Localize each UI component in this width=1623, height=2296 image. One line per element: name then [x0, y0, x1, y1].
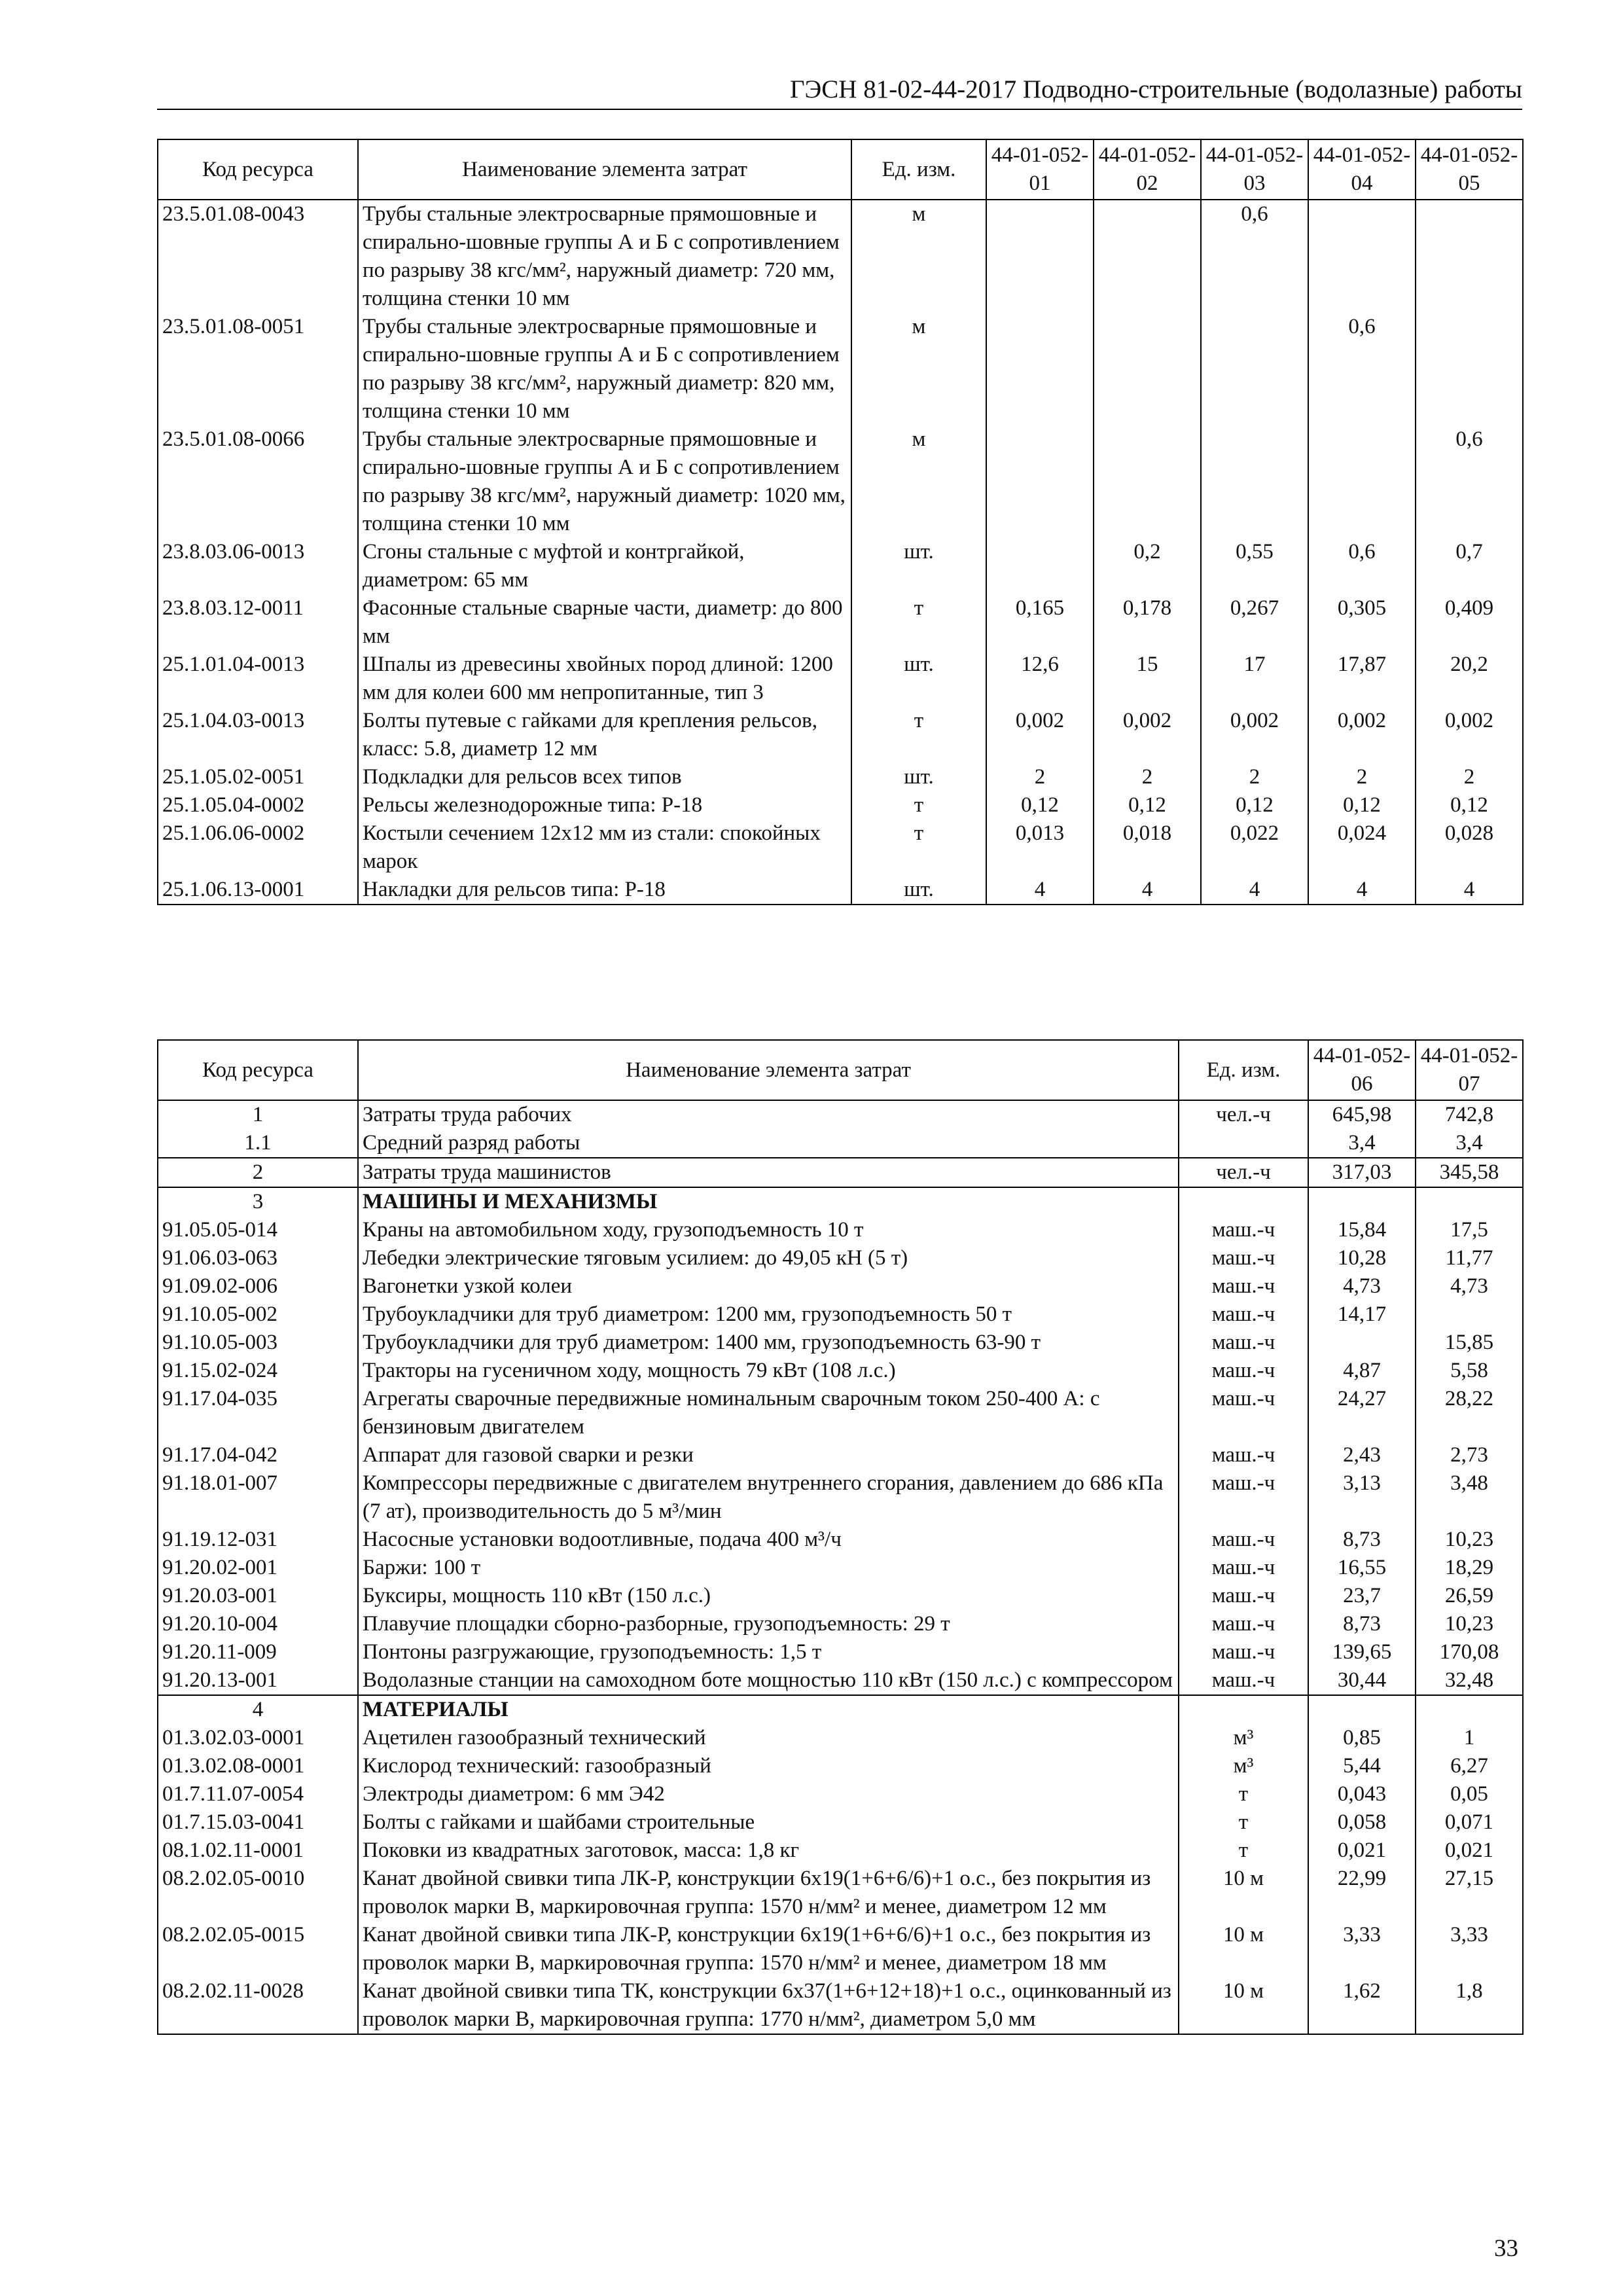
- value-cell: 22,99: [1308, 1865, 1416, 1921]
- table-row: [158, 1724, 1523, 1752]
- unit: маш.-ч: [1179, 1526, 1308, 1554]
- value-cell: 2: [1416, 763, 1523, 791]
- value-cell: [986, 200, 1094, 313]
- resource-code: 91.20.02-001: [158, 1554, 358, 1582]
- table-row: [158, 1441, 1523, 1469]
- resource-code: 91.20.13-001: [158, 1666, 358, 1695]
- column-header: 44-01-052-02: [1094, 139, 1201, 200]
- unit: маш.-ч: [1179, 1582, 1308, 1610]
- column-header: 44-01-052-07: [1416, 1040, 1523, 1100]
- value-cell: 4: [1094, 876, 1201, 905]
- resource-table-1: [157, 139, 1524, 905]
- value-cell: 4: [1308, 876, 1416, 905]
- value-cell: 28,22: [1416, 1385, 1523, 1441]
- value-cell: 0,178: [1094, 594, 1201, 651]
- page-header: [157, 73, 1522, 110]
- value-cell: 10,23: [1416, 1610, 1523, 1638]
- resource-code: 4: [158, 1695, 358, 1724]
- resource-code: 01.3.02.03-0001: [158, 1724, 358, 1752]
- value-cell: 3,4: [1308, 1129, 1416, 1158]
- cost-element-name: Ацетилен газообразный технический: [358, 1724, 1179, 1752]
- resource-code: 91.17.04-042: [158, 1441, 358, 1469]
- resource-code: 08.2.02.11-0028: [158, 1977, 358, 2034]
- unit: м: [851, 313, 986, 425]
- unit: шт.: [851, 538, 986, 594]
- value-cell: 0,018: [1094, 819, 1201, 876]
- cost-element-name: Болты путевые с гайками для крепления рельсов, класс: 5.8, диаметр 12 мм: [358, 707, 851, 763]
- table-row: [158, 200, 1523, 313]
- cost-element-name: Болты с гайками и шайбами строительные: [358, 1808, 1179, 1837]
- cost-element-name: Канат двойной свивки типа ТК, конструкции 6х37(1+6+12+18)+1 о.с., оцинкованный из проволок марки В, маркировочная группа: 1770 н/мм², диаметром 5,0 мм: [358, 1977, 1179, 2034]
- cost-element-name: Сгоны стальные с муфтой и контргайкой, диаметром: 65 мм: [358, 538, 851, 594]
- value-cell: 2: [986, 763, 1094, 791]
- value-cell: 2: [1201, 763, 1308, 791]
- resource-code: 01.7.11.07-0054: [158, 1780, 358, 1808]
- table-row: [158, 651, 1523, 707]
- value-cell: [1416, 1187, 1523, 1216]
- value-cell: 0,013: [986, 819, 1094, 876]
- table-row: [158, 707, 1523, 763]
- cost-element-name: Канат двойной свивки типа ЛК-Р, конструкции 6х19(1+6+6/6)+1 о.с., без покрытия из проволок марки В, маркировочная группа: 1570 н/мм² и менее, диаметром 18 мм: [358, 1921, 1179, 1977]
- column-header: 44-01-052-01: [986, 139, 1094, 200]
- unit: маш.-ч: [1179, 1329, 1308, 1357]
- resource-code: 91.10.05-003: [158, 1329, 358, 1357]
- cost-element-name: Канат двойной свивки типа ЛК-Р, конструкции 6х19(1+6+6/6)+1 о.с., без покрытия из проволок марки В, маркировочная группа: 1570 н/мм² и менее, диаметром 12 мм: [358, 1865, 1179, 1921]
- unit: маш.-ч: [1179, 1638, 1308, 1666]
- unit: маш.-ч: [1179, 1469, 1308, 1526]
- value-cell: 0,305: [1308, 594, 1416, 651]
- document-title: ГЭСН 81-02-44-2017 Подводно-строительные (водолазные) работы: [789, 75, 1522, 103]
- value-cell: [1416, 1695, 1523, 1724]
- cost-element-name: Костыли сечением 12х12 мм из стали: спокойных марок: [358, 819, 851, 876]
- value-cell: 0,12: [1094, 791, 1201, 819]
- cost-element-name: Трубы стальные электросварные прямошовные и спирально-шовные группы А и Б с сопротивлением по разрыву 38 кгс/мм², наружный диаметр: 1020 мм, толщина стенки 10 мм: [358, 425, 851, 538]
- resource-code: 25.1.05.04-0002: [158, 791, 358, 819]
- value-cell: [1094, 313, 1201, 425]
- column-header: 44-01-052-04: [1308, 139, 1416, 200]
- cost-element-name: МАТЕРИАЛЫ: [358, 1695, 1179, 1724]
- table-row: [158, 1921, 1523, 1977]
- resource-table-2: [157, 1039, 1524, 2035]
- table-row: [158, 1469, 1523, 1526]
- value-cell: 0,267: [1201, 594, 1308, 651]
- resource-code: 1.1: [158, 1129, 358, 1158]
- value-cell: 0,2: [1094, 538, 1201, 594]
- resource-code: 23.8.03.06-0013: [158, 538, 358, 594]
- table-row: [158, 1385, 1523, 1441]
- value-cell: 0,002: [986, 707, 1094, 763]
- table-row: [158, 1272, 1523, 1300]
- value-cell: 16,55: [1308, 1554, 1416, 1582]
- cost-element-name: Баржи: 100 т: [358, 1554, 1179, 1582]
- table-row: [158, 538, 1523, 594]
- table-row: [158, 1158, 1523, 1187]
- cost-element-name: Накладки для рельсов типа: Р-18: [358, 876, 851, 905]
- cost-element-name: Трубоукладчики для труб диаметром: 1400 мм, грузоподъемность 63-90 т: [358, 1329, 1179, 1357]
- resource-code: 23.5.01.08-0066: [158, 425, 358, 538]
- cost-element-name: Вагонетки узкой колеи: [358, 1272, 1179, 1300]
- column-header: 44-01-052-05: [1416, 139, 1523, 200]
- value-cell: 17,5: [1416, 1216, 1523, 1244]
- resource-code: 25.1.05.02-0051: [158, 763, 358, 791]
- value-cell: [1201, 425, 1308, 538]
- resource-code: 25.1.01.04-0013: [158, 651, 358, 707]
- resource-code: 2: [158, 1158, 358, 1187]
- value-cell: 4: [1201, 876, 1308, 905]
- table-row: [158, 1638, 1523, 1666]
- value-cell: 18,29: [1416, 1554, 1523, 1582]
- resource-code: 91.18.01-007: [158, 1469, 358, 1526]
- cost-element-name: Насосные установки водоотливные, подача 400 м³/ч: [358, 1526, 1179, 1554]
- unit: м: [851, 425, 986, 538]
- value-cell: 27,15: [1416, 1865, 1523, 1921]
- value-cell: 645,98: [1308, 1100, 1416, 1129]
- table-row: [158, 1526, 1523, 1554]
- value-cell: 2,73: [1416, 1441, 1523, 1469]
- table-row: [158, 791, 1523, 819]
- unit: шт.: [851, 876, 986, 905]
- value-cell: [1094, 200, 1201, 313]
- unit: маш.-ч: [1179, 1554, 1308, 1582]
- unit: маш.-ч: [1179, 1300, 1308, 1329]
- value-cell: 12,6: [986, 651, 1094, 707]
- value-cell: 0,058: [1308, 1808, 1416, 1837]
- value-cell: 0,6: [1308, 313, 1416, 425]
- unit: маш.-ч: [1179, 1272, 1308, 1300]
- value-cell: 0,028: [1416, 819, 1523, 876]
- cost-element-name: Подкладки для рельсов всех типов: [358, 763, 851, 791]
- value-cell: 11,77: [1416, 1244, 1523, 1272]
- value-cell: 139,65: [1308, 1638, 1416, 1666]
- cost-element-name: Шпалы из древесины хвойных пород длиной: 1200 мм для колеи 600 мм непропитанные, тип 3: [358, 651, 851, 707]
- column-header: 44-01-052-03: [1201, 139, 1308, 200]
- unit: маш.-ч: [1179, 1385, 1308, 1441]
- value-cell: 23,7: [1308, 1582, 1416, 1610]
- column-header: Ед. изм.: [1179, 1040, 1308, 1100]
- unit: м³: [1179, 1752, 1308, 1780]
- resource-code: 25.1.04.03-0013: [158, 707, 358, 763]
- table-row: [158, 1865, 1523, 1921]
- resource-code: 91.10.05-002: [158, 1300, 358, 1329]
- value-cell: [1308, 1187, 1416, 1216]
- value-cell: 2: [1308, 763, 1416, 791]
- cost-element-name: Краны на автомобильном ходу, грузоподъемность 10 т: [358, 1216, 1179, 1244]
- value-cell: 3,33: [1308, 1921, 1416, 1977]
- table-row: [158, 1244, 1523, 1272]
- column-header: Код ресурса: [158, 139, 358, 200]
- cost-element-name: Тракторы на гусеничном ходу, мощность 79 кВт (108 л.с.): [358, 1357, 1179, 1385]
- table-row: [158, 1216, 1523, 1244]
- value-cell: 170,08: [1416, 1638, 1523, 1666]
- value-cell: 0,6: [1308, 538, 1416, 594]
- value-cell: 0,021: [1416, 1837, 1523, 1865]
- table-header-row: [158, 1040, 1523, 1100]
- value-cell: 0,165: [986, 594, 1094, 651]
- unit: чел.-ч: [1179, 1158, 1308, 1187]
- value-cell: 14,17: [1308, 1300, 1416, 1329]
- value-cell: 24,27: [1308, 1385, 1416, 1441]
- table-row: [158, 1977, 1523, 2034]
- value-cell: 0,12: [1201, 791, 1308, 819]
- table-row: [158, 1837, 1523, 1865]
- table-row: [158, 594, 1523, 651]
- value-cell: [1094, 425, 1201, 538]
- table-row: [158, 1329, 1523, 1357]
- unit: [1179, 1187, 1308, 1216]
- value-cell: 0,85: [1308, 1724, 1416, 1752]
- value-cell: [1416, 313, 1523, 425]
- table-row: [158, 1100, 1523, 1129]
- value-cell: 0,002: [1094, 707, 1201, 763]
- value-cell: 2,43: [1308, 1441, 1416, 1469]
- value-cell: [986, 313, 1094, 425]
- resource-code: 01.7.15.03-0041: [158, 1808, 358, 1837]
- column-header: 44-01-052-06: [1308, 1040, 1416, 1100]
- resource-code: 91.20.03-001: [158, 1582, 358, 1610]
- value-cell: [1308, 1329, 1416, 1357]
- table-row: [158, 819, 1523, 876]
- value-cell: [1308, 425, 1416, 538]
- value-cell: 0,6: [1416, 425, 1523, 538]
- value-cell: 4,73: [1308, 1272, 1416, 1300]
- value-cell: 0,7: [1416, 538, 1523, 594]
- unit: 10 м: [1179, 1865, 1308, 1921]
- cost-element-name: Средний разряд работы: [358, 1129, 1179, 1158]
- unit: т: [851, 707, 986, 763]
- unit: [1179, 1695, 1308, 1724]
- resource-code: 91.05.05-014: [158, 1216, 358, 1244]
- value-cell: 345,58: [1416, 1158, 1523, 1187]
- cost-element-name: Поковки из квадратных заготовок, масса: 1,8 кг: [358, 1837, 1179, 1865]
- value-cell: 15,85: [1416, 1329, 1523, 1357]
- value-cell: 1,62: [1308, 1977, 1416, 2034]
- unit: маш.-ч: [1179, 1216, 1308, 1244]
- table-row: [158, 1129, 1523, 1158]
- column-header: Код ресурса: [158, 1040, 358, 1100]
- cost-element-name: Кислород технический: газообразный: [358, 1752, 1179, 1780]
- value-cell: 2: [1094, 763, 1201, 791]
- unit: маш.-ч: [1179, 1441, 1308, 1469]
- value-cell: 4: [986, 876, 1094, 905]
- value-cell: 1,8: [1416, 1977, 1523, 2034]
- value-cell: 20,2: [1416, 651, 1523, 707]
- table-row: [158, 763, 1523, 791]
- value-cell: 0,409: [1416, 594, 1523, 651]
- table-row: [158, 1357, 1523, 1385]
- value-cell: 3,13: [1308, 1469, 1416, 1526]
- cost-element-name: Затраты труда рабочих: [358, 1100, 1179, 1129]
- value-cell: 0,12: [1308, 791, 1416, 819]
- unit: шт.: [851, 651, 986, 707]
- page-number: 33: [1494, 2235, 1518, 2262]
- value-cell: [1201, 313, 1308, 425]
- table-row: [158, 1610, 1523, 1638]
- cost-element-name: Водолазные станции на самоходном боте мощностью 110 кВт (150 л.с.) с компрессором: [358, 1666, 1179, 1695]
- unit: т: [1179, 1780, 1308, 1808]
- value-cell: 3,4: [1416, 1129, 1523, 1158]
- table-header-row: [158, 139, 1523, 200]
- value-cell: 6,27: [1416, 1752, 1523, 1780]
- resource-code: 08.2.02.05-0010: [158, 1865, 358, 1921]
- resource-code: 91.19.12-031: [158, 1526, 358, 1554]
- unit: 10 м: [1179, 1977, 1308, 2034]
- unit: шт.: [851, 763, 986, 791]
- unit: 10 м: [1179, 1921, 1308, 1977]
- value-cell: 0,043: [1308, 1780, 1416, 1808]
- unit: т: [851, 791, 986, 819]
- value-cell: 0,024: [1308, 819, 1416, 876]
- value-cell: 0,6: [1201, 200, 1308, 313]
- value-cell: 0,05: [1416, 1780, 1523, 1808]
- value-cell: [986, 538, 1094, 594]
- table-row: [158, 1780, 1523, 1808]
- value-cell: 3,48: [1416, 1469, 1523, 1526]
- value-cell: 0,071: [1416, 1808, 1523, 1837]
- cost-element-name: Трубы стальные электросварные прямошовные и спирально-шовные группы А и Б с сопротивлением по разрыву 38 кгс/мм², наружный диаметр: 720 мм, толщина стенки 10 мм: [358, 200, 851, 313]
- unit: [1179, 1129, 1308, 1158]
- cost-element-name: Агрегаты сварочные передвижные номинальным сварочным током 250-400 А: с бензиновым двигателем: [358, 1385, 1179, 1441]
- table-row: [158, 1187, 1523, 1216]
- unit: маш.-ч: [1179, 1357, 1308, 1385]
- table-row: [158, 1808, 1523, 1837]
- cost-element-name: Плавучие площадки сборно-разборные, грузоподъемность: 29 т: [358, 1610, 1179, 1638]
- value-cell: 742,8: [1416, 1100, 1523, 1129]
- value-cell: 0,12: [986, 791, 1094, 819]
- cost-element-name: Компрессоры передвижные с двигателем внутреннего сгорания, давлением до 686 кПа (7 ат), производительность до 5 м³/мин: [358, 1469, 1179, 1526]
- column-header: Наименование элемента затрат: [358, 1040, 1179, 1100]
- cost-element-name: Фасонные стальные сварные части, диаметр: до 800 мм: [358, 594, 851, 651]
- resource-code: 25.1.06.06-0002: [158, 819, 358, 876]
- table-row: [158, 1300, 1523, 1329]
- value-cell: 0,022: [1201, 819, 1308, 876]
- cost-element-name: Рельсы железнодорожные типа: Р-18: [358, 791, 851, 819]
- unit: т: [1179, 1808, 1308, 1837]
- value-cell: [1308, 1695, 1416, 1724]
- unit: т: [851, 594, 986, 651]
- value-cell: 17: [1201, 651, 1308, 707]
- unit: маш.-ч: [1179, 1244, 1308, 1272]
- resource-code: 91.15.02-024: [158, 1357, 358, 1385]
- value-cell: 32,48: [1416, 1666, 1523, 1695]
- value-cell: 10,28: [1308, 1244, 1416, 1272]
- value-cell: 1: [1416, 1724, 1523, 1752]
- resource-code: 91.20.10-004: [158, 1610, 358, 1638]
- resource-code: 08.2.02.05-0015: [158, 1921, 358, 1977]
- unit: чел.-ч: [1179, 1100, 1308, 1129]
- unit: маш.-ч: [1179, 1610, 1308, 1638]
- value-cell: 15: [1094, 651, 1201, 707]
- resource-code: 01.3.02.08-0001: [158, 1752, 358, 1780]
- cost-element-name: Аппарат для газовой сварки и резки: [358, 1441, 1179, 1469]
- table-row: [158, 876, 1523, 905]
- resource-code: 1: [158, 1100, 358, 1129]
- value-cell: [1416, 1300, 1523, 1329]
- column-header: Наименование элемента затрат: [358, 139, 851, 200]
- cost-element-name: Затраты труда машинистов: [358, 1158, 1179, 1187]
- cost-element-name: Трубы стальные электросварные прямошовные и спирально-шовные группы А и Б с сопротивлением по разрыву 38 кгс/мм², наружный диаметр: 820 мм, толщина стенки 10 мм: [358, 313, 851, 425]
- unit: маш.-ч: [1179, 1666, 1308, 1695]
- table-row: [158, 1582, 1523, 1610]
- resource-code: 91.06.03-063: [158, 1244, 358, 1272]
- value-cell: [1416, 200, 1523, 313]
- cost-element-name: Лебедки электрические тяговым усилием: до 49,05 кН (5 т): [358, 1244, 1179, 1272]
- value-cell: [1308, 200, 1416, 313]
- resource-code: 23.5.01.08-0043: [158, 200, 358, 313]
- resource-code: 91.09.02-006: [158, 1272, 358, 1300]
- resource-code: 23.8.03.12-0011: [158, 594, 358, 651]
- resource-code: 23.5.01.08-0051: [158, 313, 358, 425]
- table-row: [158, 1554, 1523, 1582]
- resource-code: 3: [158, 1187, 358, 1216]
- value-cell: [986, 425, 1094, 538]
- value-cell: 17,87: [1308, 651, 1416, 707]
- value-cell: 26,59: [1416, 1582, 1523, 1610]
- table-row: [158, 425, 1523, 538]
- table-row: [158, 1666, 1523, 1695]
- value-cell: 8,73: [1308, 1610, 1416, 1638]
- value-cell: 0,021: [1308, 1837, 1416, 1865]
- cost-element-name: МАШИНЫ И МЕХАНИЗМЫ: [358, 1187, 1179, 1216]
- resource-code: 91.17.04-035: [158, 1385, 358, 1441]
- value-cell: 0,002: [1308, 707, 1416, 763]
- cost-element-name: Буксиры, мощность 110 кВт (150 л.с.): [358, 1582, 1179, 1610]
- value-cell: 10,23: [1416, 1526, 1523, 1554]
- value-cell: 0,002: [1416, 707, 1523, 763]
- value-cell: 5,58: [1416, 1357, 1523, 1385]
- value-cell: 8,73: [1308, 1526, 1416, 1554]
- value-cell: 4,73: [1416, 1272, 1523, 1300]
- cost-element-name: Электроды диаметром: 6 мм Э42: [358, 1780, 1179, 1808]
- table-row: [158, 1695, 1523, 1724]
- value-cell: 0,55: [1201, 538, 1308, 594]
- column-header: Ед. изм.: [851, 139, 986, 200]
- unit: т: [1179, 1837, 1308, 1865]
- value-cell: 0,002: [1201, 707, 1308, 763]
- value-cell: 4: [1416, 876, 1523, 905]
- table-row: [158, 313, 1523, 425]
- value-cell: 15,84: [1308, 1216, 1416, 1244]
- value-cell: 4,87: [1308, 1357, 1416, 1385]
- resource-code: 08.1.02.11-0001: [158, 1837, 358, 1865]
- unit: м³: [1179, 1724, 1308, 1752]
- cost-element-name: Понтоны разгружающие, грузоподъемность: 1,5 т: [358, 1638, 1179, 1666]
- resource-code: 25.1.06.13-0001: [158, 876, 358, 905]
- table-row: [158, 1752, 1523, 1780]
- value-cell: 30,44: [1308, 1666, 1416, 1695]
- value-cell: 5,44: [1308, 1752, 1416, 1780]
- unit: т: [851, 819, 986, 876]
- cost-element-name: Трубоукладчики для труб диаметром: 1200 мм, грузоподъемность 50 т: [358, 1300, 1179, 1329]
- unit: м: [851, 200, 986, 313]
- value-cell: 317,03: [1308, 1158, 1416, 1187]
- value-cell: 0,12: [1416, 791, 1523, 819]
- value-cell: 3,33: [1416, 1921, 1523, 1977]
- resource-code: 91.20.11-009: [158, 1638, 358, 1666]
